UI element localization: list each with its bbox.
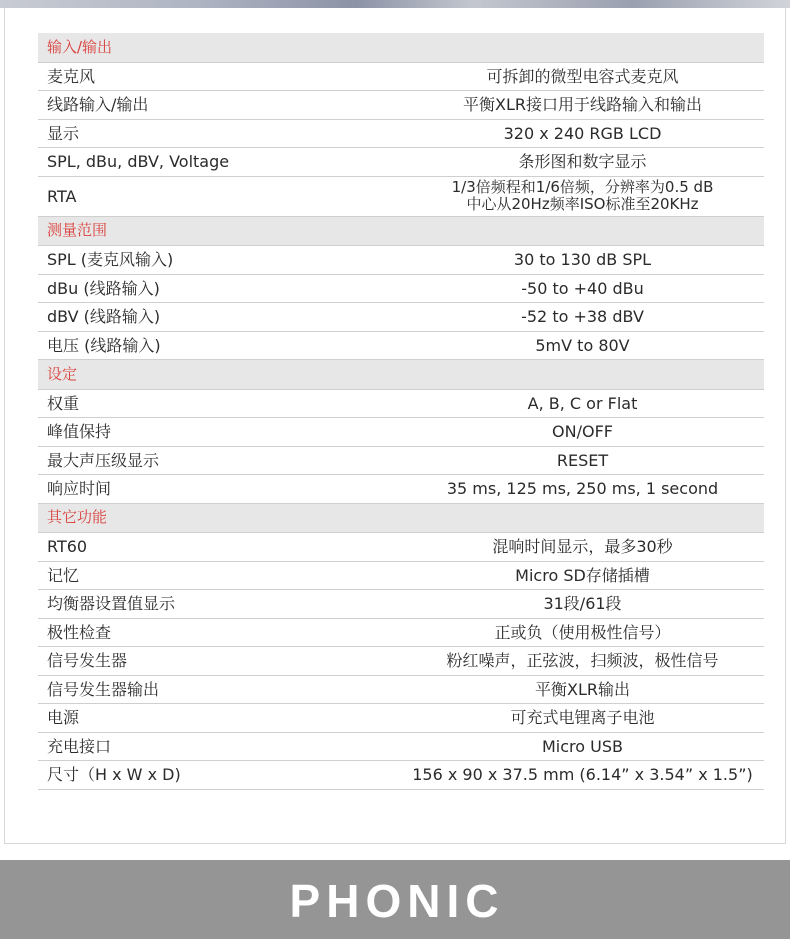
spec-label: 均衡器设置值显示 [38, 590, 401, 619]
table-row [38, 618, 764, 647]
table-row [38, 675, 764, 704]
spec-value: Micro USB [401, 732, 764, 761]
table-row [38, 119, 764, 148]
table-row [38, 704, 764, 733]
section-header-settings [38, 360, 764, 390]
spec-value: -52 to +38 dBV [401, 303, 764, 332]
spec-label: 信号发生器 [38, 647, 401, 676]
spec-label: 电压 (线路输入) [38, 331, 401, 360]
spec-value-line: 中心从20Hz频率ISO标准至20KHz [466, 195, 699, 213]
spec-value: 粉红噪声，正弦波，扫频波，极性信号 [401, 647, 764, 676]
table-row [38, 176, 764, 216]
spec-value: 5mV to 80V [401, 331, 764, 360]
section-title: 测量范围 [38, 216, 764, 246]
section-header-range [38, 216, 764, 246]
spec-value: 混响时间显示，最多30秒 [401, 533, 764, 562]
spec-label: 权重 [38, 389, 401, 418]
table-row [38, 246, 764, 275]
spec-label: RT60 [38, 533, 401, 562]
spec-label: 记忆 [38, 561, 401, 590]
spec-label: 麦克风 [38, 62, 401, 91]
spec-value: -50 to +40 dBu [401, 274, 764, 303]
spec-value: 条形图和数字显示 [401, 148, 764, 177]
spec-label: 信号发生器输出 [38, 675, 401, 704]
spec-value-line: 1/3倍频程和1/6倍频，分辨率为0.5 dB [451, 178, 714, 196]
table-row [38, 274, 764, 303]
spec-value: Micro SD存储插槽 [401, 561, 764, 590]
table-row [38, 446, 764, 475]
table-row [38, 647, 764, 676]
spec-label: dBV (线路输入) [38, 303, 401, 332]
spec-value: 31段/61段 [401, 590, 764, 619]
spec-label: 响应时间 [38, 475, 401, 504]
spec-value: 可拆卸的微型电容式麦克风 [401, 62, 764, 91]
table-row [38, 761, 764, 790]
section-header-other [38, 503, 764, 533]
spec-value: 平衡XLR接口用于线路输入和输出 [401, 91, 764, 120]
spec-label: 最大声压级显示 [38, 446, 401, 475]
spec-value: 156 x 90 x 37.5 mm (6.14” x 3.54” x 1.5”) [401, 761, 764, 790]
spec-label: 尺寸（H x W x D) [38, 761, 401, 790]
section-title: 其它功能 [38, 503, 764, 533]
spec-value: 正或负（使用极性信号） [401, 618, 764, 647]
spec-label: dBu (线路输入) [38, 274, 401, 303]
footer-bar [0, 860, 790, 939]
table-row [38, 62, 764, 91]
section-title: 设定 [38, 360, 764, 390]
top-banner-strip [0, 0, 790, 8]
spec-value: 平衡XLR输出 [401, 675, 764, 704]
spec-label: 显示 [38, 119, 401, 148]
table-row [38, 590, 764, 619]
section-title: 输入/输出 [38, 33, 764, 62]
table-row [38, 148, 764, 177]
spec-value: 30 to 130 dB SPL [401, 246, 764, 275]
table-row [38, 418, 764, 447]
table-row [38, 561, 764, 590]
spec-value: A, B, C or Flat [401, 389, 764, 418]
spec-value: 320 x 240 RGB LCD [401, 119, 764, 148]
spec-label: RTA [38, 176, 401, 216]
spec-label: 极性检查 [38, 618, 401, 647]
table-row [38, 303, 764, 332]
table-row [38, 732, 764, 761]
spec-label: 充电接口 [38, 732, 401, 761]
section-header-io [38, 33, 764, 62]
spec-table [38, 33, 764, 790]
spec-value: 35 ms, 125 ms, 250 ms, 1 second [401, 475, 764, 504]
spec-label: 峰值保持 [38, 418, 401, 447]
table-row [38, 389, 764, 418]
spec-label: 电源 [38, 704, 401, 733]
table-row [38, 475, 764, 504]
spec-value: ON/OFF [401, 418, 764, 447]
spec-label: 线路输入/输出 [38, 91, 401, 120]
table-row [38, 91, 764, 120]
spec-value: 可充式电锂离子电池 [401, 704, 764, 733]
spec-label: SPL, dBu, dBV, Voltage [38, 148, 401, 177]
table-row [38, 331, 764, 360]
table-row [38, 533, 764, 562]
brand-logo [0, 860, 790, 939]
brand-logo-text: PHONIC [289, 875, 505, 927]
spec-value [401, 176, 764, 216]
spec-value: RESET [401, 446, 764, 475]
spec-label: SPL (麦克风输入) [38, 246, 401, 275]
